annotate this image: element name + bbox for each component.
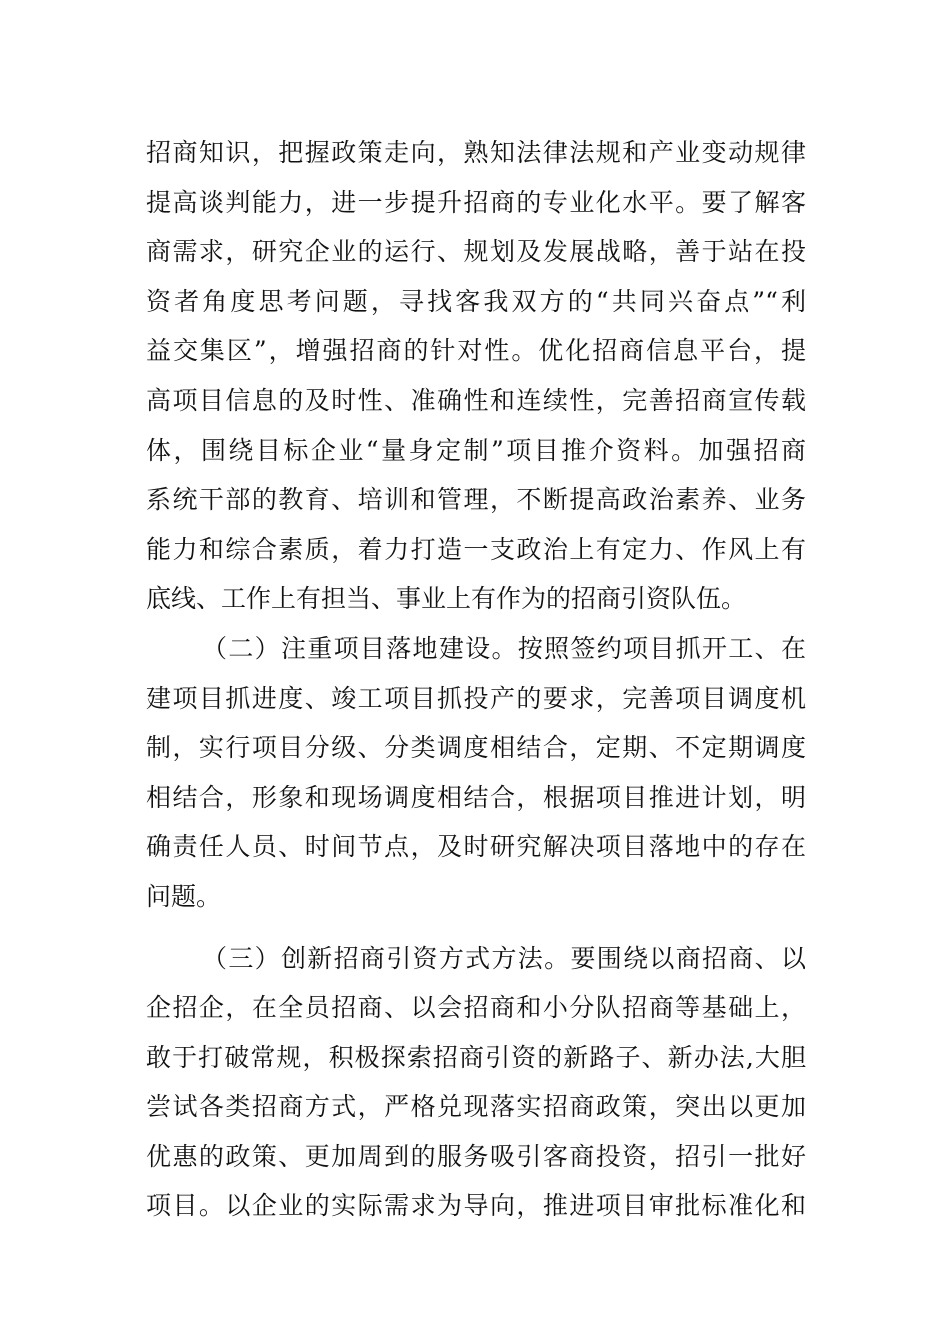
text-line: 提高谈判能力，进一步提升招商的专业化水平。要了解客 — [146, 187, 806, 217]
text-line: 益交集区”，增强招商的针对性。优化招商信息平台，提 — [146, 336, 806, 366]
text-line: 商需求，研究企业的运行、规划及发展战略，善于站在投 — [146, 237, 806, 267]
text-line: 敢于打破常规，积极探索招商引资的新路子、新办法,大胆 — [146, 1042, 806, 1072]
paragraph-spacer — [146, 922, 806, 934]
document-body — [146, 128, 806, 1231]
text-line: 企招企，在全员招商、以会招商和小分队招商等基础上， — [146, 993, 806, 1023]
text-line: 制，实行项目分级、分类调度相结合，定期、不定期调度 — [146, 733, 806, 763]
text-line: 项目。以企业的实际需求为导向，推进项目审批标准化和 — [146, 1191, 806, 1221]
section-heading-line: （三）创新招商引资方式方法。要围绕以商招商、以 — [202, 943, 806, 973]
paragraph-talent — [146, 128, 806, 624]
text-line: 资者角度思考问题，寻找客我双方的“共同兴奋点”“利 — [146, 286, 806, 316]
text-line: 问题。 — [146, 881, 222, 911]
text-line: 确责任人员、时间节点，及时研究解决项目落地中的存在 — [146, 832, 806, 862]
text-line: 建项目抓进度、竣工项目抓投产的要求，完善项目调度机 — [146, 683, 806, 713]
text-line: 尝试各类招商方式，严格兑现落实招商政策，突出以更加 — [146, 1092, 806, 1122]
section-heading-line: （二）注重项目落地建设。按照签约项目抓开工、在 — [202, 633, 806, 663]
text-line: 体，围绕目标企业“量身定制”项目推介资料。加强招商 — [146, 435, 806, 465]
paragraph-project-landing — [146, 624, 806, 922]
text-line: 底线、工作上有担当、事业上有作为的招商引资队伍。 — [146, 584, 747, 614]
text-line: 系统干部的教育、培训和管理，不断提高政治素养、业务 — [146, 485, 806, 515]
text-line: 能力和综合素质，着力打造一支政治上有定力、作风上有 — [146, 534, 806, 564]
text-line: 相结合，形象和现场调度相结合，根据项目推进计划，明 — [146, 782, 806, 812]
text-line: 优惠的政策、更加周到的服务吸引客商投资，招引一批好 — [146, 1141, 806, 1171]
text-line: 招商知识，把握政策走向，熟知法律法规和产业变动规律 — [146, 138, 806, 167]
text-line: 高项目信息的及时性、准确性和连续性，完善招商宣传载 — [146, 385, 806, 415]
paragraph-innovation — [146, 934, 806, 1232]
